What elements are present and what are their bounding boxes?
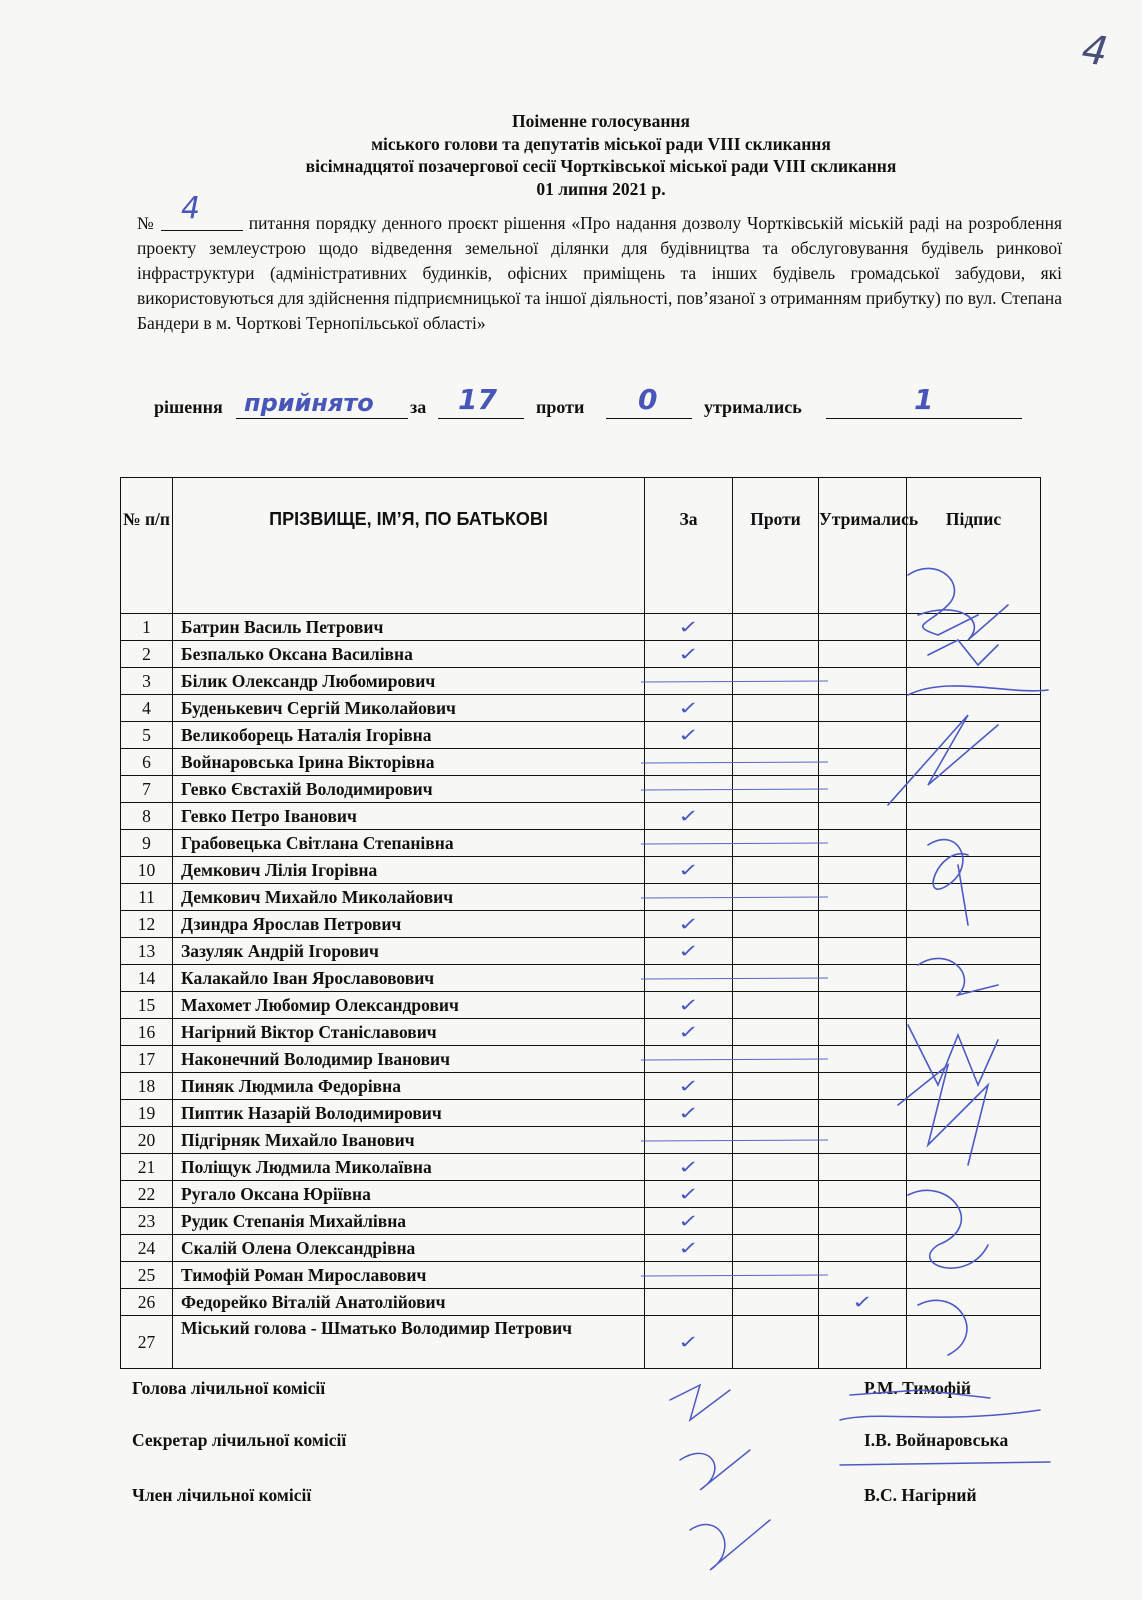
checkmark-icon: ✓ (677, 1156, 700, 1178)
row-number: 12 (121, 911, 173, 938)
vote-against-cell (733, 1208, 819, 1235)
for-underline (438, 418, 524, 419)
vote-against-cell (733, 1127, 819, 1154)
vote-against-cell (733, 614, 819, 641)
decision-label: рішення (154, 397, 223, 417)
row-number: 2 (121, 641, 173, 668)
row-number: 6 (121, 749, 173, 776)
vote-for-cell (645, 857, 733, 884)
vote-for-cell (645, 776, 733, 803)
signature-mark (908, 1190, 988, 1268)
vote-against-cell (733, 1316, 819, 1369)
row-number: 20 (121, 1127, 173, 1154)
row-name: Білик Олександр Любомирович (173, 668, 645, 695)
row-name: Великоборець Наталія Ігорівна (173, 722, 645, 749)
row-number: 1 (121, 614, 173, 641)
header-line-3: вісімнадцятої позачергової сесії Чортківської міської ради VIII скликання (305, 156, 897, 176)
row-number: 26 (121, 1289, 173, 1316)
row-number: 23 (121, 1208, 173, 1235)
checkmark-icon: ✓ (677, 1021, 700, 1043)
checkmark-icon: ✓ (677, 859, 700, 881)
checkmark-icon: ✓ (677, 1210, 700, 1232)
vote-against-cell (733, 1073, 819, 1100)
checkmark-icon: ✓ (677, 913, 700, 935)
header-title: Поіменне голосування (512, 111, 690, 131)
signature-scribbles (848, 545, 1068, 1375)
for-value: 17 (458, 383, 497, 416)
row-number: 19 (121, 1100, 173, 1127)
header-name: ПРІЗВИЩЕ, ІМ’Я, ПО БАТЬКОВІ (173, 478, 645, 614)
header-abstain: Утримались (819, 478, 907, 614)
row-number: 22 (121, 1181, 173, 1208)
vote-for-cell (645, 911, 733, 938)
vote-for-cell (645, 695, 733, 722)
vote-for-cell (645, 641, 733, 668)
vote-for-cell (645, 1073, 733, 1100)
committee-role: Секретар лічильної комісії (132, 1430, 347, 1450)
row-name: Наконечний Володимир Іванович (173, 1046, 645, 1073)
question-text: питання порядку денного проєкт рішення «Про надання дозволу Чортківській міській раді на розроблення проекту землеустрою щодо відведення земельної ділянки для будівництва та обслуговування будівель ринкової інфраструктури (адміністративних будинків, офісних приміщень та інших будівель громадської забудови, які використовуються для здійснення підприємницької та іншої діяльності, пов’язаної з отриманням прибутку) по вул. Степана Бандери в м. Чорткові Тернопільської області» (137, 213, 1062, 333)
vote-against-cell (733, 803, 819, 830)
vote-for-cell (645, 614, 733, 641)
header-for: За (645, 478, 733, 614)
row-name: Демкович Михайло Миколайович (173, 884, 645, 911)
page-number: 4 (1078, 26, 1111, 76)
vote-against-cell (733, 1019, 819, 1046)
vote-for-cell (645, 749, 733, 776)
vote-against-cell (733, 992, 819, 1019)
row-number: 16 (121, 1019, 173, 1046)
vote-against-cell (733, 1289, 819, 1316)
vote-for-cell (645, 830, 733, 857)
row-number: 7 (121, 776, 173, 803)
vote-for-cell (645, 992, 733, 1019)
row-name: Ругало Оксана Юріївна (173, 1181, 645, 1208)
question-no-label: № (137, 213, 156, 233)
row-name: Пиптик Назарій Володимирович (173, 1100, 645, 1127)
against-value: 0 (638, 383, 658, 416)
checkmark-icon: ✓ (677, 1102, 700, 1124)
question-no-field (161, 191, 243, 231)
signature-mark (908, 686, 1048, 695)
row-name: Скалій Олена Олександрівна (173, 1235, 645, 1262)
row-name: Підгірняк Михайло Іванович (173, 1127, 645, 1154)
row-name: Зазуляк Андрій Ігорович (173, 938, 645, 965)
vote-against-cell (733, 722, 819, 749)
vote-for-cell (645, 1100, 733, 1127)
row-name: Войнаровська Ірина Вікторівна (173, 749, 645, 776)
vote-for-cell (645, 1316, 733, 1369)
vote-for-cell (645, 1046, 733, 1073)
row-name: Батрин Василь Петрович (173, 614, 645, 641)
header-signature: Підпис (907, 478, 1041, 614)
vote-against-cell (733, 857, 819, 884)
committee-role: Голова лічильної комісії (132, 1378, 326, 1398)
row-name: Федорейко Віталій Анатолійович (173, 1289, 645, 1316)
vote-against-cell (733, 938, 819, 965)
vote-against-cell (733, 1100, 819, 1127)
checkmark-icon: ✓ (677, 1183, 700, 1205)
vote-against-cell (733, 749, 819, 776)
vote-against-cell (733, 776, 819, 803)
agenda-question (137, 191, 1062, 336)
row-number: 11 (121, 884, 173, 911)
row-name: Махомет Любомир Олександрович (173, 992, 645, 1019)
row-name: Міський голова - Шматько Володимир Петрович (173, 1316, 645, 1369)
vote-for-cell (645, 1181, 733, 1208)
decision-underline (236, 418, 408, 419)
vote-against-cell (733, 641, 819, 668)
vote-for-cell (645, 965, 733, 992)
row-name: Дзиндра Ярослав Петрович (173, 911, 645, 938)
checkmark-icon: ✓ (677, 1075, 700, 1097)
row-name: Пиняк Людмила Федорівна (173, 1073, 645, 1100)
vote-for-cell (645, 1208, 733, 1235)
row-number: 5 (121, 722, 173, 749)
signature-mark (908, 1025, 998, 1085)
vote-against-cell (733, 1235, 819, 1262)
row-name: Нагірний Віктор Станіславович (173, 1019, 645, 1046)
vote-for-cell (645, 1289, 733, 1316)
signature-mark (690, 1520, 770, 1570)
against-underline (606, 418, 692, 419)
signature-mark (918, 958, 998, 995)
row-number: 4 (121, 695, 173, 722)
question-no-value: 4 (180, 191, 201, 226)
signature-mark (850, 1390, 990, 1398)
vote-for-cell (645, 938, 733, 965)
row-number: 21 (121, 1154, 173, 1181)
row-number: 8 (121, 803, 173, 830)
signature-mark (958, 865, 968, 925)
row-name: Поліщук Людмила Миколаївна (173, 1154, 645, 1181)
signature-mark (888, 715, 998, 805)
row-name: Гевко Євстахій Володимирович (173, 776, 645, 803)
row-number: 3 (121, 668, 173, 695)
vote-for-cell (645, 1019, 733, 1046)
vote-for-cell (645, 668, 733, 695)
checkmark-icon: ✓ (677, 1331, 700, 1353)
vote-against-cell (733, 830, 819, 857)
row-number: 18 (121, 1073, 173, 1100)
row-name: Рудик Степанія Михайлівна (173, 1208, 645, 1235)
vote-for-cell (645, 1235, 733, 1262)
vote-for-cell (645, 884, 733, 911)
signature-mark (918, 1300, 967, 1355)
vote-for-cell (645, 1154, 733, 1181)
committee-role: Член лічильної комісії (132, 1485, 312, 1505)
signature-mark (928, 640, 998, 665)
abstain-label: утримались (704, 397, 802, 417)
row-number: 17 (121, 1046, 173, 1073)
vote-against-cell (733, 911, 819, 938)
vote-against-cell (733, 668, 819, 695)
vote-against-cell (733, 965, 819, 992)
signature-mark (908, 568, 978, 635)
vote-against-cell (733, 884, 819, 911)
committee-person: І.В. Войнаровська (864, 1430, 1009, 1450)
abstain-underline (826, 418, 1022, 419)
row-number: 10 (121, 857, 173, 884)
checkmark-icon: ✓ (851, 1291, 874, 1313)
against-label: проти (536, 397, 585, 417)
checkmark-icon: ✓ (677, 697, 700, 719)
row-number: 9 (121, 830, 173, 857)
vote-for-cell (645, 803, 733, 830)
decision-value: прийнято (244, 389, 374, 417)
abstain-value: 1 (914, 383, 934, 416)
header-against: Проти (733, 478, 819, 614)
signature-mark (670, 1385, 730, 1420)
row-name: Буденькевич Сергій Миколайович (173, 695, 645, 722)
committee-person: В.С. Нагірний (864, 1485, 977, 1505)
row-number: 27 (121, 1316, 173, 1369)
checkmark-icon: ✓ (677, 994, 700, 1016)
signature-mark (840, 1410, 1040, 1420)
vote-for-cell (645, 1262, 733, 1289)
vote-against-cell (733, 1262, 819, 1289)
row-name: Демкович Лілія Ігорівна (173, 857, 645, 884)
vote-for-cell (645, 722, 733, 749)
vote-against-cell (733, 695, 819, 722)
row-name: Грабовецька Світлана Степанівна (173, 830, 645, 857)
document-header (132, 110, 1070, 200)
row-name: Тимофій Роман Мирославович (173, 1262, 645, 1289)
vote-against-cell (733, 1181, 819, 1208)
header-date: 01 липня 2021 р. (536, 178, 666, 199)
vote-for-cell (645, 1127, 733, 1154)
checkmark-icon: ✓ (677, 616, 700, 638)
row-name: Безпалько Оксана Василівна (173, 641, 645, 668)
signature-mark (928, 840, 968, 890)
signature-mark (898, 1065, 988, 1165)
checkmark-icon: ✓ (677, 1237, 700, 1259)
signature-mark (680, 1450, 750, 1490)
row-number: 15 (121, 992, 173, 1019)
for-label: за (410, 397, 427, 417)
checkmark-icon: ✓ (677, 805, 700, 827)
vote-against-cell (733, 1154, 819, 1181)
row-number: 14 (121, 965, 173, 992)
row-number: 13 (121, 938, 173, 965)
vote-against-cell (733, 1046, 819, 1073)
header-line-2: міського голови та депутатів міської ради VIII скликання (371, 133, 831, 154)
checkmark-icon: ✓ (677, 643, 700, 665)
row-name: Гевко Петро Іванович (173, 803, 645, 830)
committee-person: Р.М. Тимофій (864, 1378, 971, 1398)
row-number: 25 (121, 1262, 173, 1289)
row-name: Калакайло Іван Ярославовович (173, 965, 645, 992)
checkmark-icon: ✓ (677, 940, 700, 962)
row-number: 24 (121, 1235, 173, 1262)
signature-mark (840, 1462, 1050, 1465)
header-num: № п/п (121, 478, 173, 614)
checkmark-icon: ✓ (677, 724, 700, 746)
committee-signatures (660, 1380, 1080, 1580)
